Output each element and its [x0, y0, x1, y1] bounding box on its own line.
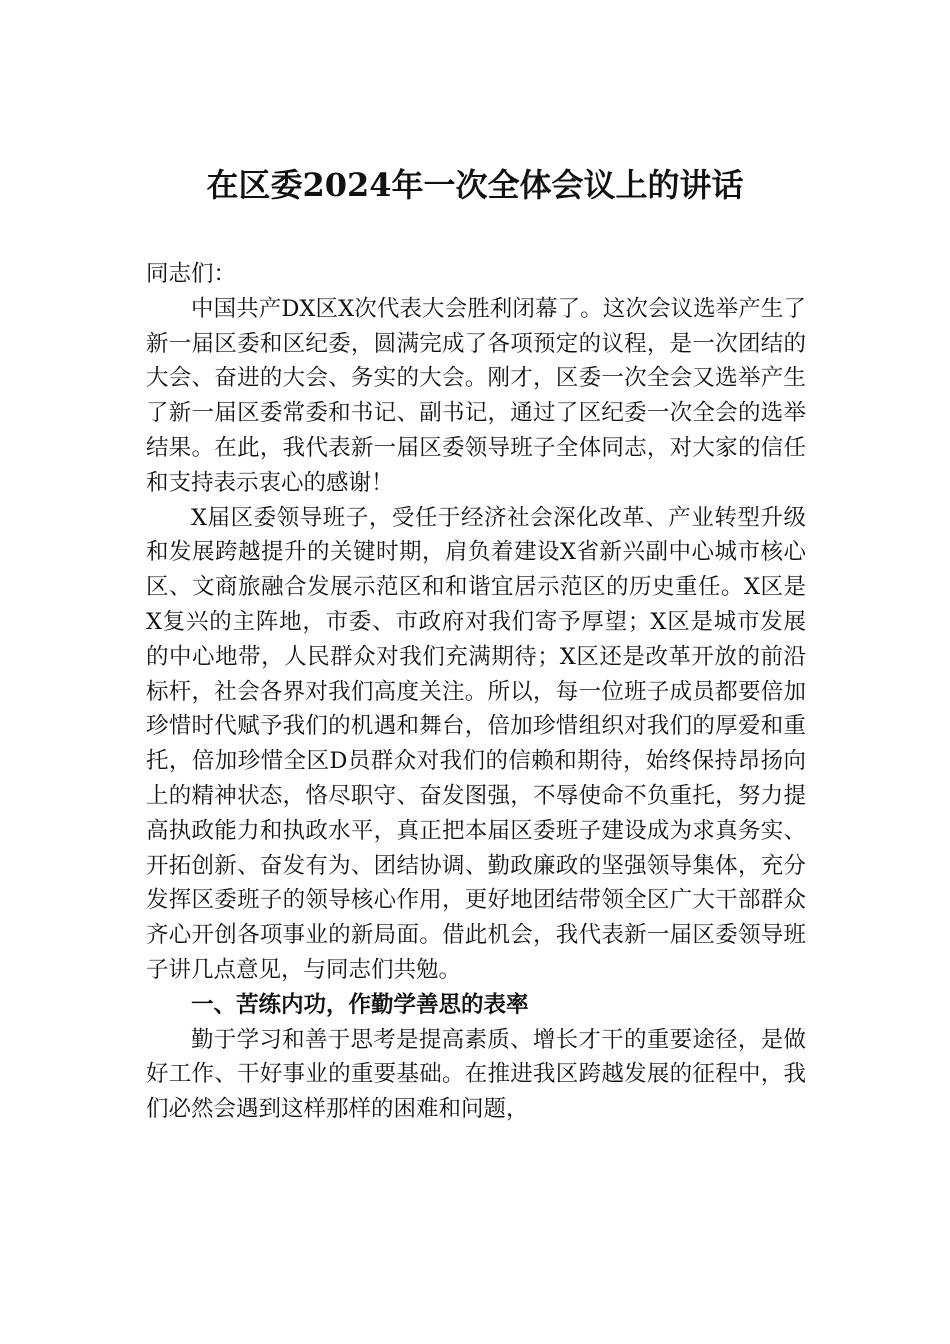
salutation: 同志们： [146, 261, 237, 287]
document-title: 在区委2024年一次全体会议上的讲话 [206, 166, 744, 204]
document-body [146, 257, 806, 1127]
paragraph-2: X届区委领导班子，受任于经济社会深化改革、产业转型升级和发展跨越提升的关键时期，肩负着建设X省新兴副中心城市核心区、文商旅融合发展示范区和和谐宜居示范区的历史重任。X区是X复兴的主阵地，市委、市政府对我们寄予厚望；X区是城市发展的中心地带，人民群众对我们充满期待；X区还是改革开放的前沿标杆，社会各界对我们高度关注。所以，每一位班子成员都要倍加珍惜时代赋予我们的机遇和舞台，倍加珍惜组织对我们的厚爱和重托，倍加珍惜全区D员群众对我们的信赖和期待，始终保持昂扬向上的精神状态，恪尽职守、奋发图强，不辱使命不负重托，努力提高执政能力和执政水平，真正把本届区委班子建设成为求真务实、开拓创新、奋发有为、团结协调、勤政廉政的坚强领导集体，充分发挥区委班子的领导核心作用，更好地团结带领全区广大干部群众齐心开创各项事业的新局面。借此机会，我代表新一届区委领导班子讲几点意见，与同志们共勉。 [146, 504, 806, 983]
section-heading: 一、苦练内功，作勤学善思的表率 [191, 991, 529, 1018]
section-paragraph: 勤于学习和善于思考是提高素质、增长才干的重要途径，是做好工作、干好事业的重要基础。在推进我区跨越发展的征程中，我们必然会遇到这样那样的困难和问题， [146, 1026, 806, 1123]
paragraph-1: 中国共产DX区X次代表大会胜利闭幕了。这次会议选举产生了新一届区委和区纪委，圆满完成了各项预定的议程，是一次团结的大会、奋进的大会、务实的大会。刚才，区委一次全会又选举产生了新一届区委常委和书记、副书记，通过了区纪委一次全会的选举结果。在此，我代表新一届区委领导班子全体同志，对大家的信任和支持表示衷心的感谢！ [146, 295, 806, 496]
